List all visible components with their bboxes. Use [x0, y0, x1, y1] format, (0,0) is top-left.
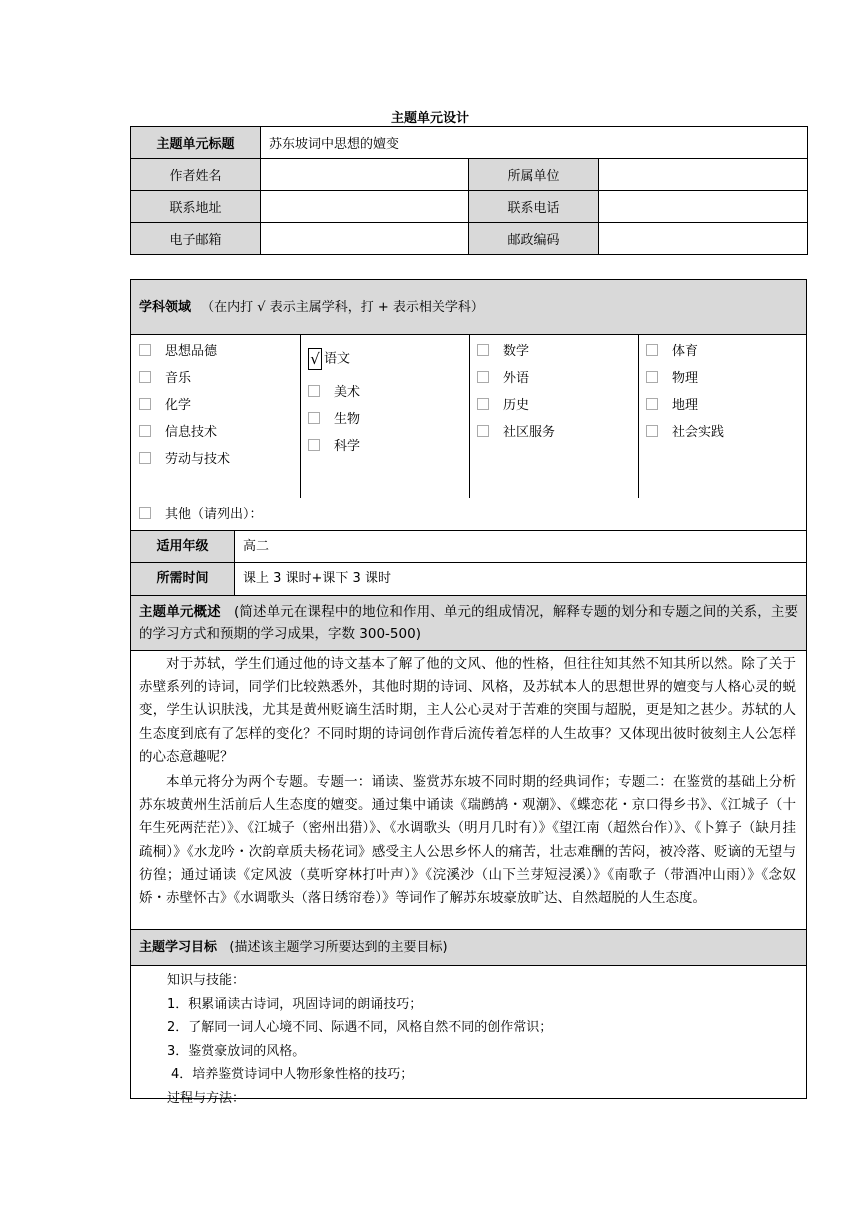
overview-header [131, 596, 806, 651]
goal-line: 知识与技能： [167, 973, 246, 988]
time-row [131, 563, 806, 596]
goal-line: 过程与方法： [167, 1090, 246, 1106]
subject-item[interactable]: 美术 [308, 384, 468, 411]
subject-item[interactable]: 地理 [646, 397, 806, 424]
unit-value[interactable] [599, 159, 808, 191]
email-label: 电子邮箱 [131, 223, 261, 255]
subject-item[interactable]: 信息技术 [139, 424, 299, 451]
subject-item[interactable]: 外语 [477, 370, 637, 397]
column-divider [300, 335, 301, 498]
checkbox-icon[interactable] [139, 507, 151, 519]
checkbox-icon[interactable] [477, 371, 489, 383]
author-label: 作者姓名 [131, 159, 261, 191]
subject-item[interactable]: 劳动与技术 [139, 451, 299, 478]
info-table [130, 126, 808, 255]
goals-body [131, 966, 806, 1106]
grade-label: 适用年级 [131, 531, 235, 562]
subject-column-1 [139, 335, 299, 498]
overview-note: (简述单元在课程中的地位和作用、单元的组成情况，解释专题的划分和专题之间的关系，主要的学习方式和预期的学习成果，字数 300-500) [139, 604, 799, 642]
grade-row [131, 531, 806, 563]
subject-item-checked[interactable]: √ 语文 [308, 348, 468, 384]
subject-item[interactable]: 化学 [139, 397, 299, 424]
subject-item[interactable]: 历史 [477, 397, 637, 424]
checkbox-icon[interactable] [308, 412, 320, 424]
grade-value: 高二 [243, 539, 270, 554]
checkbox-icon[interactable] [139, 425, 151, 437]
checkbox-icon[interactable] [646, 371, 658, 383]
checkbox-icon[interactable] [139, 398, 151, 410]
checkmark-icon[interactable]: √ [308, 348, 322, 370]
unit-label: 所属单位 [469, 159, 599, 191]
phone-value[interactable] [599, 191, 808, 223]
goal-line: 3．鉴赏豪放词的风格。 [167, 1043, 306, 1059]
topic-value: 苏东坡词中思想的嬗变 [261, 127, 808, 159]
zip-value[interactable] [599, 223, 808, 255]
topic-label: 主题单元标题 [131, 127, 261, 159]
design-table [130, 279, 807, 1106]
checkbox-icon[interactable] [139, 371, 151, 383]
checkbox-icon[interactable] [477, 344, 489, 356]
subject-other-label: 其他（请列出）： [165, 507, 263, 522]
author-value[interactable] [261, 159, 469, 191]
subject-header [131, 280, 806, 335]
checkbox-icon[interactable] [477, 398, 489, 410]
goals-header [131, 930, 806, 966]
zip-label: 邮政编码 [469, 223, 599, 255]
checkbox-icon[interactable] [646, 398, 658, 410]
checkbox-icon[interactable] [308, 385, 320, 397]
column-divider [638, 335, 639, 498]
topic-row [131, 127, 808, 159]
subject-item[interactable]: 生物 [308, 411, 468, 438]
goal-line: 2．了解同一词人心境不同、际遇不同，风格自然不同的创作常识； [167, 1020, 553, 1035]
subject-header-label: 学科领域 [139, 300, 192, 315]
subject-item[interactable]: 思想品德 [139, 343, 299, 370]
subject-item[interactable]: 体育 [646, 343, 806, 370]
checkbox-icon[interactable] [646, 425, 658, 437]
subject-item[interactable]: 音乐 [139, 370, 299, 397]
phone-label: 联系电话 [469, 191, 599, 223]
subject-column-2 [308, 335, 468, 498]
overview-body [131, 651, 806, 930]
checkbox-icon[interactable] [646, 344, 658, 356]
address-label: 联系地址 [131, 191, 261, 223]
subject-grid [131, 335, 806, 498]
subject-column-3 [477, 335, 637, 498]
subject-item[interactable]: 社区服务 [477, 424, 637, 451]
document-title: 主题单元设计 [390, 111, 469, 126]
subject-other-row[interactable] [131, 498, 806, 531]
subject-item[interactable]: 数学 [477, 343, 637, 370]
checkbox-icon[interactable] [308, 439, 320, 451]
subject-header-note: （在内打 √ 表示主属学科，打 + 表示相关学科） [201, 300, 484, 315]
goal-line: 1．积累诵读古诗词，巩固诗词的朗诵技巧； [167, 996, 423, 1012]
subject-item[interactable]: 物理 [646, 370, 806, 397]
address-value[interactable] [261, 191, 469, 223]
goal-line: 4．培养鉴赏诗词中人物形象性格的技巧； [171, 1067, 414, 1082]
time-value: 课上 3 课时+课下 3 课时 [243, 571, 391, 586]
time-label: 所需时间 [131, 563, 235, 595]
checkbox-icon[interactable] [477, 425, 489, 437]
email-row [131, 223, 808, 255]
checkbox-icon[interactable] [139, 344, 151, 356]
column-divider [469, 335, 470, 498]
overview-paragraph-1: 对于苏轼，学生们通过他的诗文基本了解了他的文风、他的性格，但往往知其然不知其所以然。除了关于赤壁系列的诗词，同学们比较熟悉外，其他时期的诗词、风格，及苏轼本人的思想世界的嬗变与人格心灵的蜕变，学生认识肤浅，尤其是黄州贬谪生活时期，主人公心灵对于苦难的突围与超脱，更是知之甚少。苏轼的人生态度到底有了怎样的变化？不同时期的诗词创作背后流传着怎样的人生故事？又体现出彼时彼刻主人公怎样的心态意趣呢？ [139, 656, 796, 765]
author-row [131, 159, 808, 191]
address-row [131, 191, 808, 223]
overview-paragraph-2: 本单元将分为两个专题。专题一：诵读、鉴赏苏东坡不同时期的经典词作；专题二：在鉴赏的基础上分析苏东坡黄州生活前后人生态度的嬗变。通过集中诵读《瑞鹧鸪・观潮》、《蝶恋花・京口得乡书》、《江城子（十年生死两茫茫）》、《江城子（密州出猎）》、《水调歌头（明月几时有）》《望江南（超然台作）》、《卜算子（缺月挂疏桐）》《水龙吟・次韵章质夫杨花词》感受主人公思乡怀人的痛苦，壮志难酬的苦闷，被冷落、贬谪的无望与彷徨；通过诵读《定风波（莫听穿林打叶声）》《浣溪沙（山下兰芽短浸溪）》《南歌子（带酒冲山雨）》《念奴娇・赤壁怀古》《水调歌头（落日绣帘卷）》等词作了解苏东坡豪放旷达、自然超脱的人生态度。 [139, 774, 796, 907]
goals-note: (描述该主题学习所要达到的主要目标) [229, 940, 448, 955]
subject-item[interactable]: 科学 [308, 438, 468, 465]
overview-label: 主题单元概述 [139, 604, 221, 620]
email-value[interactable] [261, 223, 469, 255]
subject-column-4 [646, 335, 806, 498]
goals-label: 主题学习目标 [139, 940, 218, 955]
checkbox-icon[interactable] [139, 452, 151, 464]
subject-item[interactable]: 社会实践 [646, 424, 806, 451]
